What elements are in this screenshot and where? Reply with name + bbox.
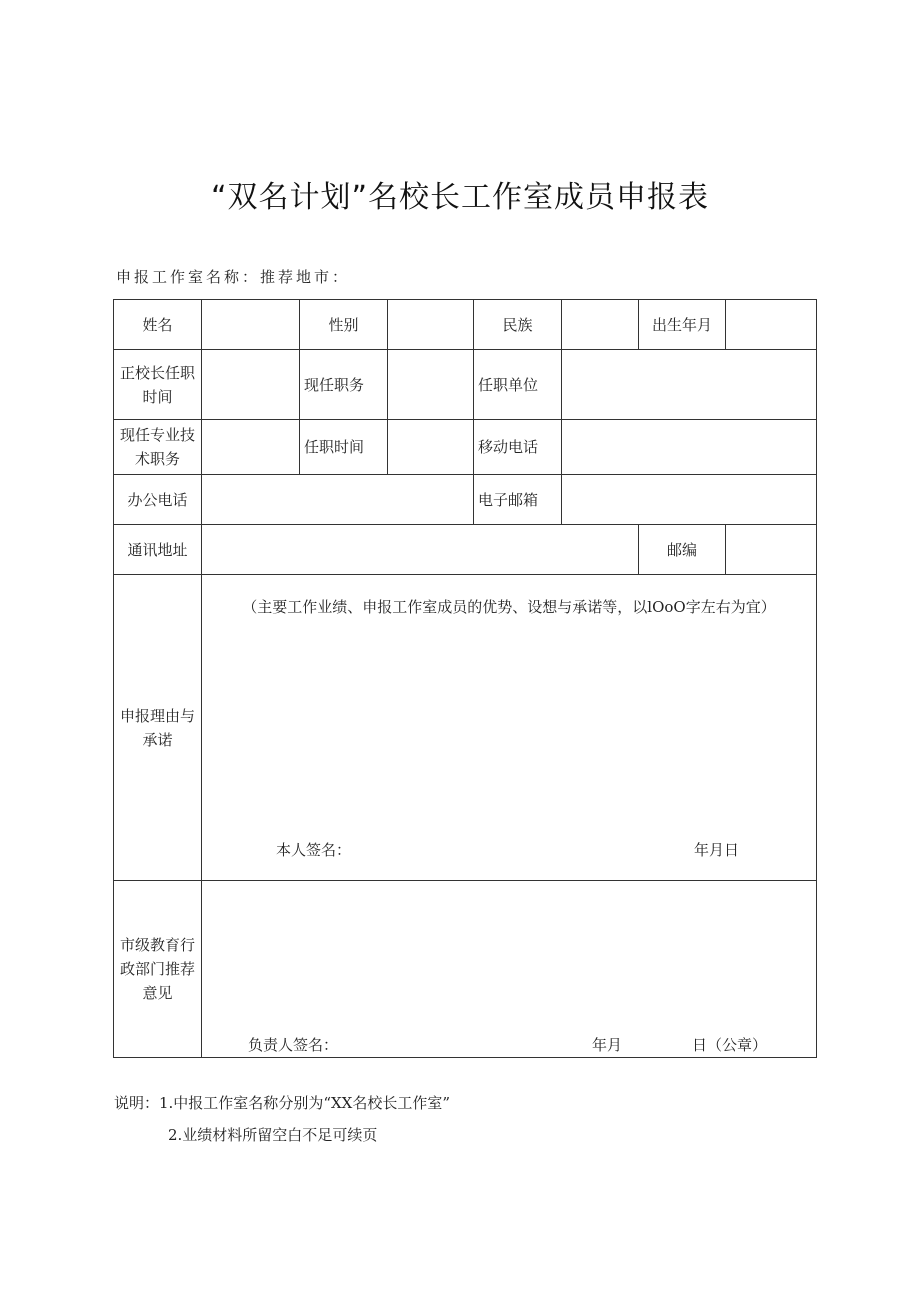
ethnic-field[interactable] [562,300,639,350]
applicant-date-label: 年月日 [694,841,740,859]
birth-label: 出生年月 [639,300,726,350]
email-label: 电子邮箱 [474,475,562,525]
work-unit-field[interactable] [562,350,817,420]
opinion-date-year-month: 年月 [592,1036,623,1054]
current-post-field[interactable] [388,350,474,420]
tech-post-label-line1: 现任专业技 [119,426,195,444]
responsible-signature-label: 负责人签名： [248,1036,339,1054]
tech-post-label-line2: 术职务 [134,450,180,468]
form-row-tech [114,420,817,475]
opinion-label-line2: 政部门推荐 [119,960,195,978]
email-field[interactable] [562,475,817,525]
name-label: 姓名 [114,300,202,350]
reason-label-line2: 承诺 [142,730,173,749]
principal-time-label-line2: 时间 [142,387,173,406]
opinion-date-day-seal: 日（公章） [692,1036,768,1054]
name-field[interactable] [202,300,300,350]
opinion-label-line3: 意见 [142,984,173,1002]
application-form-table [113,299,817,1058]
principal-time-label [114,350,202,420]
birth-field[interactable] [726,300,817,350]
mobile-label: 移动电话 [474,420,562,475]
form-subtitle: 申报工作室名称：推荐地市： [116,268,351,286]
page-title: “双名计划”名校长工作室成员申报表 [210,180,710,215]
current-post-label: 现任职务 [300,350,388,420]
reason-hint: （主要工作业绩、申报工作室成员的优势、设想与承诺等，以lOoO字左右为宜） [242,598,776,616]
ethnic-label: 民族 [474,300,562,350]
gender-label: 性别 [300,300,388,350]
gender-field[interactable] [388,300,474,350]
work-unit-label: 任职单位 [474,350,562,420]
note-line-2: 2.业绩材料所留空白不足可续页 [168,1126,378,1144]
office-phone-field[interactable] [202,475,474,525]
address-field[interactable] [202,525,639,575]
postcode-label: 邮编 [639,525,726,575]
principal-time-label-line1: 正校长任职 [119,363,195,382]
post-time-field[interactable] [388,420,474,475]
office-phone-label: 办公电话 [114,475,202,525]
tech-post-field[interactable] [202,420,300,475]
postcode-field[interactable] [726,525,817,575]
reason-label-line1: 申报理由与 [119,706,195,725]
form-row-address [114,525,817,575]
post-time-label: 任职时间 [300,420,388,475]
note-line-1: 说明：1.中报工作室名称分别为“XX名校长工作室” [114,1094,451,1112]
form-row-opinion [114,881,817,1058]
mobile-field[interactable] [562,420,817,475]
principal-time-field[interactable] [202,350,300,420]
applicant-signature-label: 本人签名： [276,841,352,859]
opinion-label-line1: 市级教育行 [119,936,195,954]
form-row-contact [114,475,817,525]
opinion-label [114,881,202,1058]
form-row-basic [114,300,817,350]
opinion-field[interactable] [202,881,817,1058]
tech-post-label [114,420,202,475]
form-row-reason [114,575,817,881]
reason-field[interactable] [202,575,817,881]
form-row-principal [114,350,817,420]
reason-label [114,575,202,881]
address-label: 通讯地址 [114,525,202,575]
